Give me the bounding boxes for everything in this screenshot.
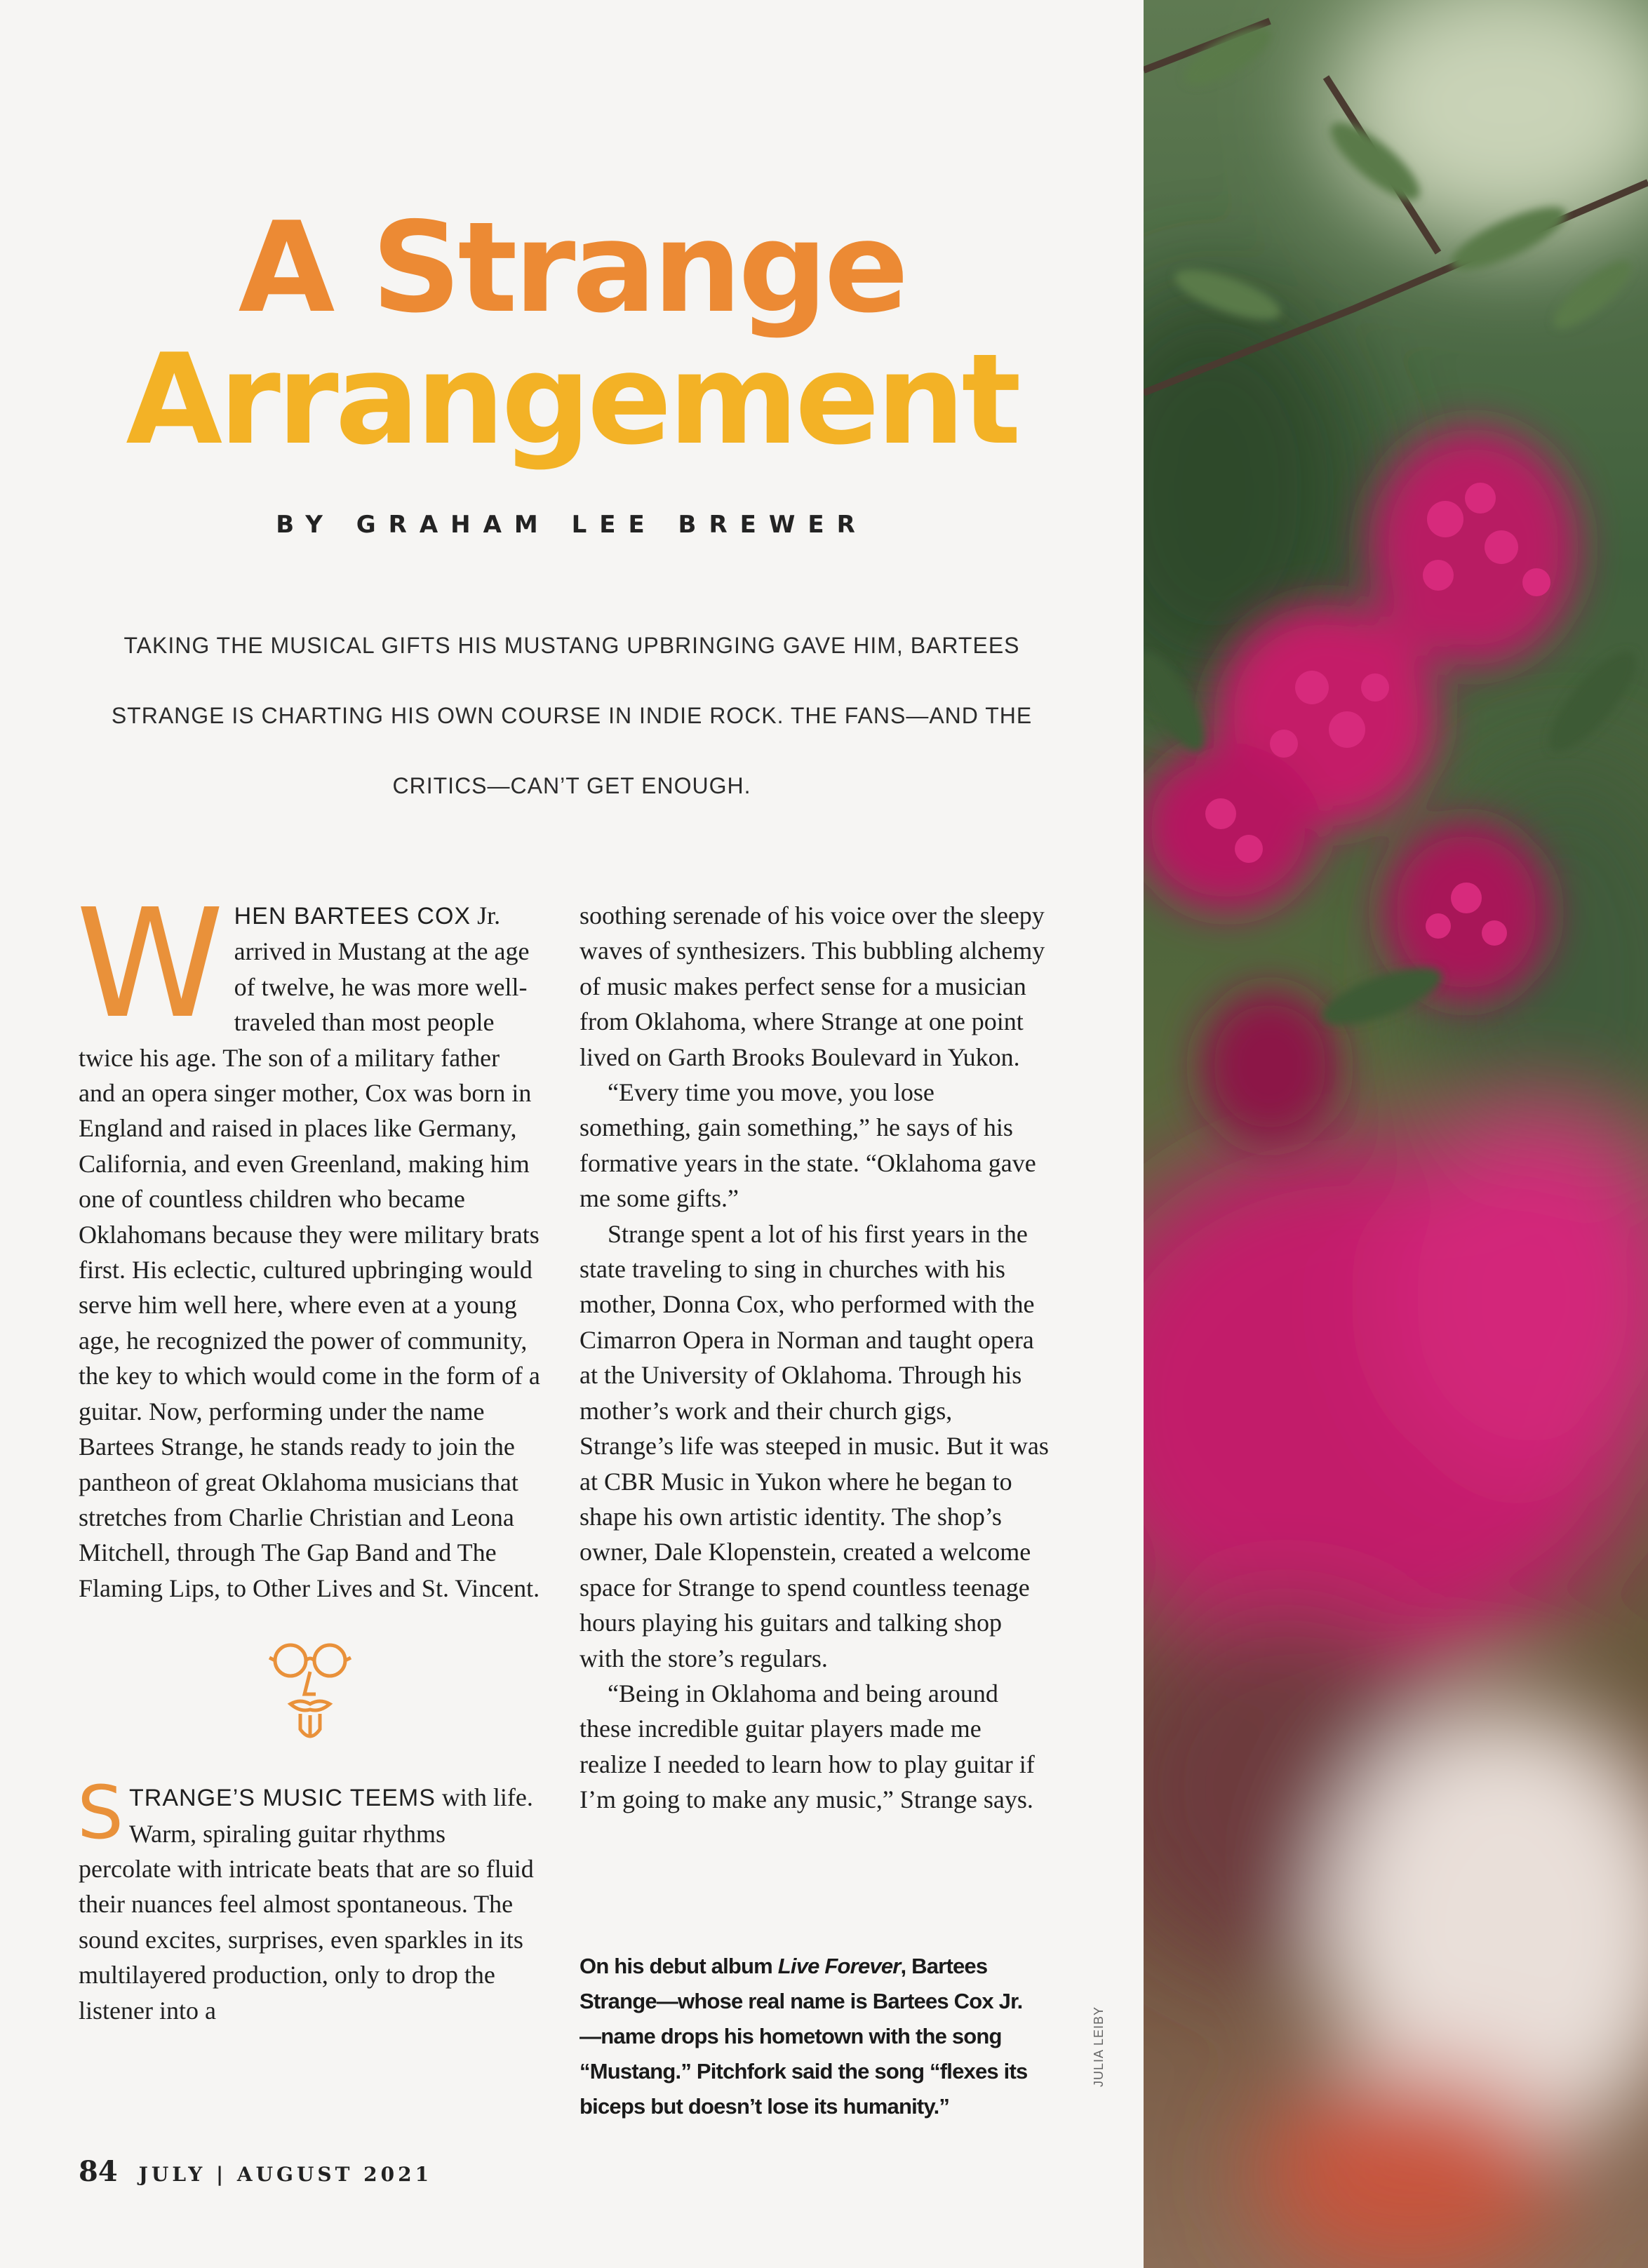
lead-small-caps: HEN BARTEES COX <box>234 903 471 930</box>
byline: BY GRAHAM LEE BREWER <box>276 511 868 539</box>
photo-caption: On his debut album Live Forever, Bartees Strange—whose real name is Bartees Cox Jr.—name drops his hometown with the song “Mustang.” Pitchfork said the song “flexes its biceps but doesn’t lose its humanity.” <box>580 1954 1028 2119</box>
dek: TAKING THE MUSICAL GIFTS HIS MUSTANG UPBRINGING GAVE HIM, BARTEES STRANGE IS CHARTING HIS OWN COURSE IN INDIE ROCK. THE FANS—AND THE CRITICS—CAN’T GET ENOUGH. <box>111 633 1033 798</box>
paragraph-lead <box>76 877 542 1606</box>
page-footer <box>79 2155 432 2188</box>
headline-line-2: Arrangement <box>126 327 1018 472</box>
paragraph: Strange spent a lot of his first years in the state traveling to sing in churches with his mother, Donna Cox, who performed with the Cimarron Opera in Norman and taught opera at the University of Oklahoma. Through his mother’s work and their church gigs, Strange’s life was steeped in music. But it was at CBR Music in Yukon where he began to shape his own artistic identity. The shop’s owner, Dale Klopenstein, created a welcome space for Strange to spend countless teenage hours playing his guitars and talking shop with the store’s regulars. <box>580 1219 1049 1672</box>
paragraph-section-2 <box>77 1770 542 2028</box>
album-title: Live Forever <box>777 1954 901 1978</box>
paragraph: “Being in Oklahoma and being around these incredible guitar players made me realize I needed to learn how to play guitar if I’m going to make any music,” Strange says. <box>580 1679 1035 1814</box>
section-break <box>79 1637 542 1763</box>
issue-date: JULY | AUGUST 2021 <box>138 2163 433 2186</box>
headline-line-1: A Strange <box>238 195 906 340</box>
lead-small-caps-2: TRANGE’S MUSIC TEEMS <box>129 1785 436 1812</box>
paragraph: “Every time you move, you lose something, gain something,” he says of his formative years in the state. “Oklahoma gave me some gifts.” <box>580 1078 1036 1213</box>
drop-cap-2: S <box>77 1770 124 1856</box>
photo-credit: JULIA LEIBY <box>1092 2006 1106 2087</box>
crepe-myrtle-image <box>1144 0 1648 2268</box>
face-icon <box>268 1637 352 1756</box>
drop-cap: W <box>76 877 225 1052</box>
paragraph-text: Jr. arrived in Mustang at the age of twelve, he was more well-traveled than most people twice his age. The son of a military father and an opera singer mother, Cox was born in England and raised in places like Germany, California, and even Greenland, making him one of countless children who became Oklahomans because they were military brats first. His eclectic, cultured upbringing would serve him well here, where even at a young age, he recognized the power of community, the key to which would come in the form of a guitar. Now, performing under the name Bartees Strange, he stands ready to join the pantheon of great Oklahoma musicians that stretches from Charlie Christian and Leona Mitchell, through The Gap Band and The Flaming Lips, to Other Lives and St. Vincent. <box>79 901 540 1602</box>
flower-photo <box>1144 0 1648 2268</box>
page-number: 84 <box>79 2155 118 2188</box>
column-1 <box>76 877 542 2028</box>
column-2 <box>580 898 1050 1818</box>
paragraph-text: with life. Warm, spiraling guitar rhythms percolate with intricate beats that are so fluid their nuances feel almost spontaneous. The sound excites, surprises, even sparkles in its multilayered production, only to drop the listener into a <box>79 1783 534 2025</box>
paragraph: soothing serenade of his voice over the sleepy waves of synthesizers. This bubbling alchemy of music makes perfect sense for a musician from Oklahoma, where Strange at one point lived on Garth Brooks Boulevard in Yukon. <box>580 901 1045 1071</box>
